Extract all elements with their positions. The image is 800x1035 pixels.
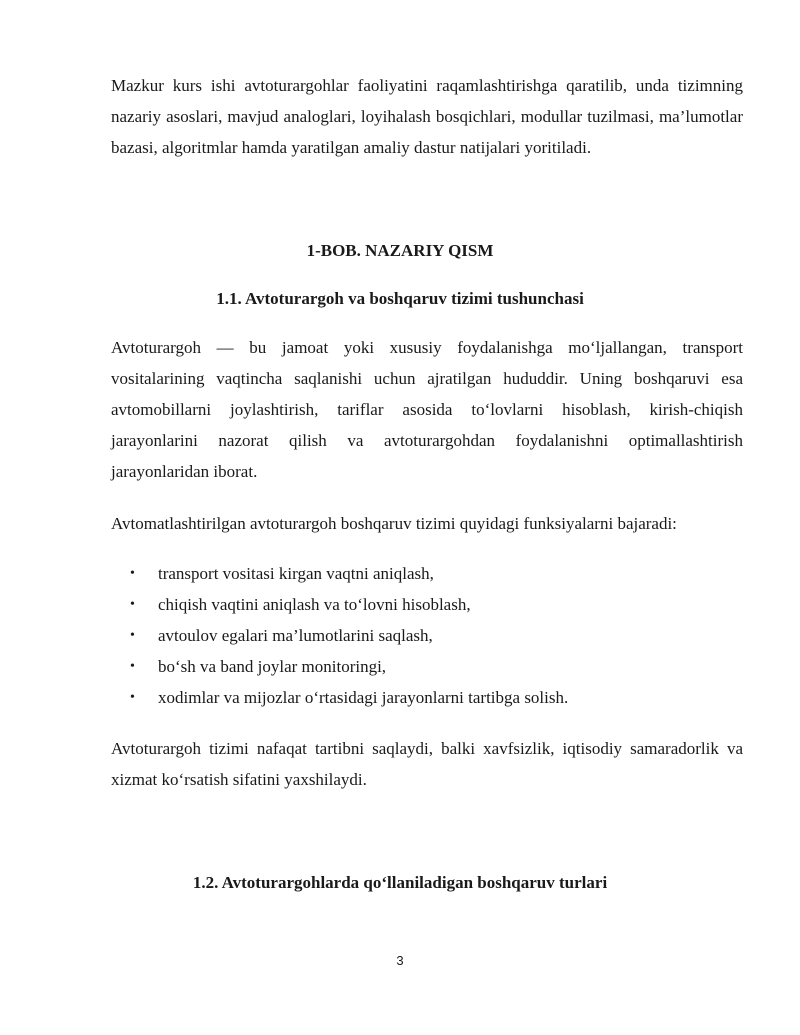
section-1-1-paragraph-1: Avtoturargoh — bu jamoat yoki xususiy foydalanishga mo‘ljallangan, transport vositalarining vaqtincha saqlanishi uchun ajratilgan hududdir. Uning boshqaruvi esa avtomobillarni joylashtirish, tariflar asosida to‘lovlarni hisoblash, kirish-chiqish jarayonlarini nazorat qilish va avtoturargohdan foydalanishni optimallashtirish jarayonlaridan iborat. <box>111 338 743 481</box>
bullet-icon: • <box>130 628 135 643</box>
section-1-1-paragraph-2: Avtomatlashtirilgan avtoturargoh boshqaruv tizimi quyidagi funksiyalarni bajaradi: <box>111 514 677 533</box>
list-item-text: chiqish vaqtini aniqlash va to‘lovni hisoblash, <box>158 595 471 614</box>
list-item-text: xodimlar va mijozlar o‘rtasidagi jarayonlarni tartibga solish. <box>158 688 569 707</box>
list-item-text: avtoulov egalari ma’lumotlarini saqlash, <box>158 626 433 645</box>
list-item <box>111 558 743 589</box>
page-number: 3 <box>396 953 404 968</box>
chapter-title: 1-BOB. NAZARIY QISM <box>306 241 494 260</box>
section-1-2-title: 1.2. Avtoturargohlarda qo‘llaniladigan boshqaruv turlari <box>192 873 608 892</box>
functions-list <box>111 558 743 713</box>
section-1-1-title: 1.1. Avtoturargoh va boshqaruv tizimi tushunchasi <box>216 289 584 308</box>
bullet-icon: • <box>130 659 135 674</box>
bullet-icon: • <box>130 566 135 581</box>
bullet-icon: • <box>130 690 135 705</box>
list-item-text: bo‘sh va band joylar monitoringi, <box>158 657 387 676</box>
list-item <box>111 682 743 713</box>
list-item <box>111 651 743 682</box>
list-item <box>111 620 743 651</box>
section-1-1-paragraph-3: Avtoturargoh tizimi nafaqat tartibni saqlaydi, balki xavfsizlik, iqtisodiy samaradorlik va xizmat ko‘rsatish sifatini yaxshilaydi. <box>111 739 743 789</box>
bullet-icon: • <box>130 597 135 612</box>
list-item <box>111 589 743 620</box>
intro-paragraph: Mazkur kurs ishi avtoturargohlar faoliyatini raqamlashtirishga qaratilib, unda tizimning nazariy asoslari, mavjud analoglari, loyihalash bosqichlari, modullar tuzilmasi, ma’lumotlar bazasi, algoritmlar hamda yaratilgan amaliy dastur natijalari yoritiladi. <box>111 76 743 157</box>
list-item-text: transport vositasi kirgan vaqtni aniqlash, <box>158 564 434 583</box>
